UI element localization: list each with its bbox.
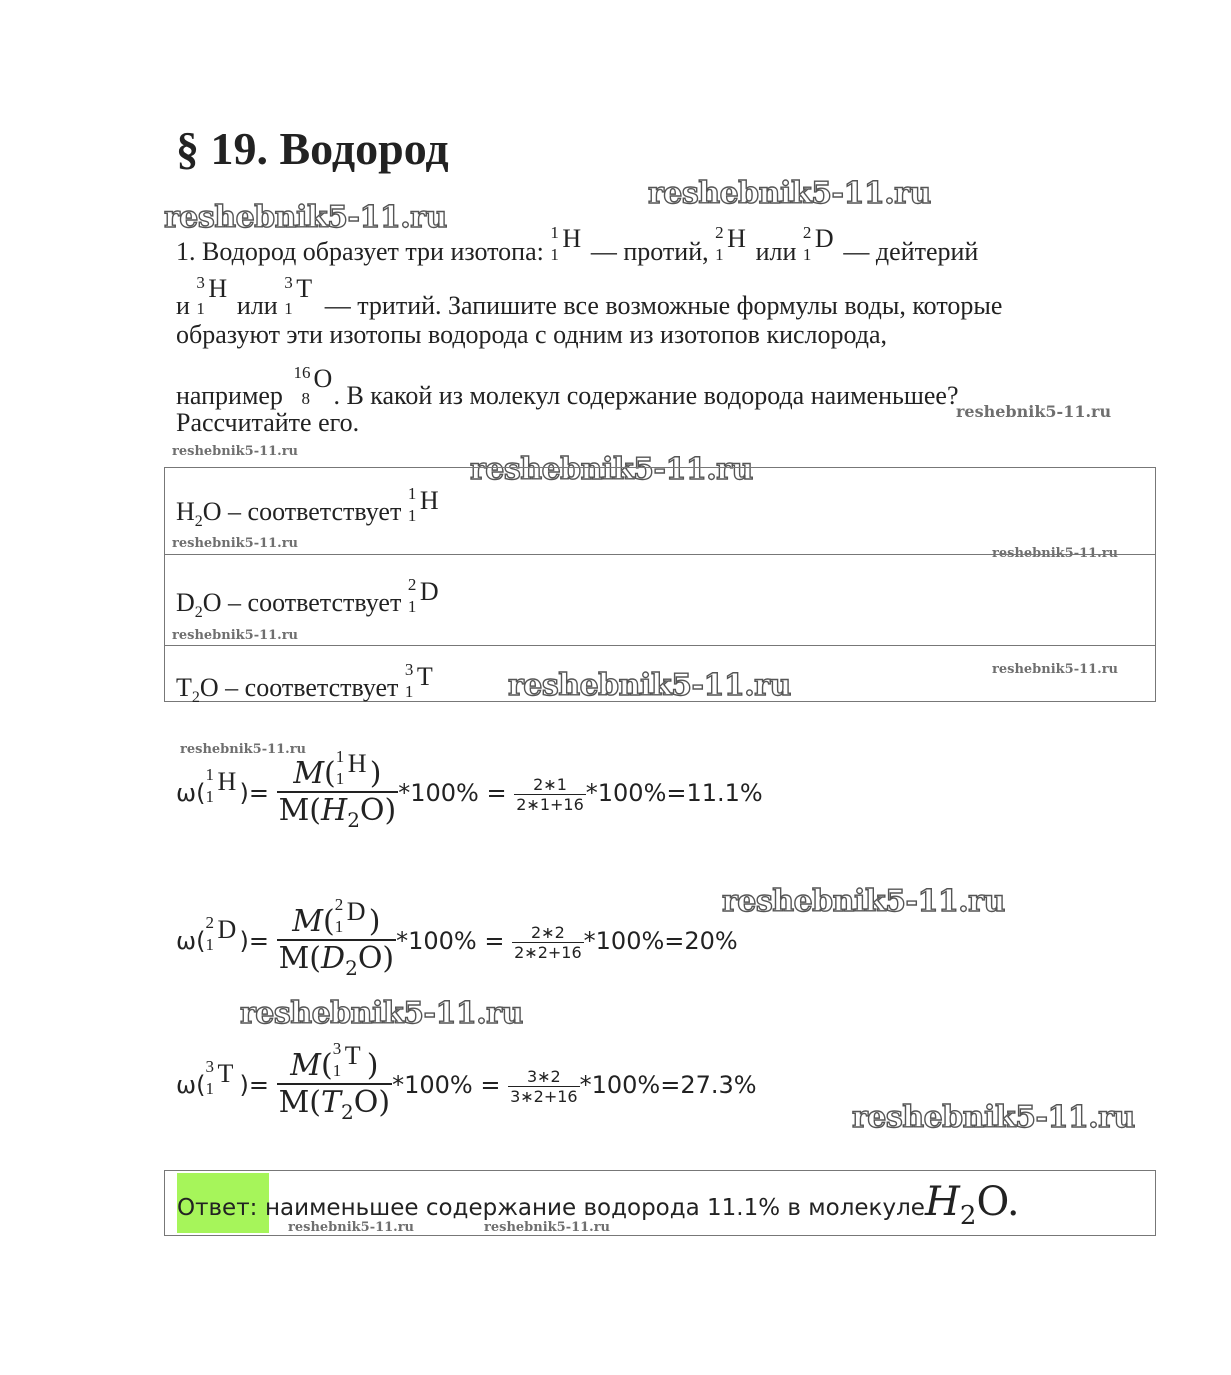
watermark: reshebnik5-11.ru xyxy=(484,1220,611,1235)
isotope-tritium-h: 3 1 H xyxy=(196,273,228,318)
problem-line-4: например 16 8 O . В какой из молекул содержание водорода наименьшее? xyxy=(176,363,959,410)
watermark: reshebnik5-11.ru xyxy=(470,452,753,487)
isotope-oxygen-16: 16 8 O xyxy=(293,363,333,408)
isotope-tritium-t: 3 1 T xyxy=(404,660,433,701)
fraction: M( 3 1 T ) $M(T_2O)$ xyxy=(278,1039,391,1124)
watermark: reshebnik5-11.ru xyxy=(172,628,299,643)
problem-line-2: и 3 1 H или 3 1 T — тритий. Запишите все возможные формулы воды, которые xyxy=(176,273,1003,320)
problem-line-1: 1. Водород образует три изотопа: 1 1 H — протий, 2 1 H или 2 1 D — дейтерий xyxy=(176,223,979,266)
fraction: $\frac{3∗2}{3∗2+16}$ xyxy=(510,1066,578,1106)
answer-label: Ответ: xyxy=(177,1195,258,1221)
watermark: reshebnik5-11.ru xyxy=(956,402,1112,421)
isotope-protium: 1 1 H xyxy=(550,223,582,264)
problem-line-5: Рассчитайте его. xyxy=(176,408,360,437)
answer-box xyxy=(164,1170,1156,1236)
answer-text: наименьшее содержание водорода 11.1% в молекуле xyxy=(265,1195,925,1221)
watermark: reshebnik5-11.ru xyxy=(164,200,447,235)
isotope-deuterium-d: 2 1 D xyxy=(407,575,439,616)
watermark: reshebnik5-11.ru xyxy=(992,546,1119,561)
formula-deuterium: ω( 2 1 D )= M( 2 1 D ) $M(D_2O)$ *100% = $\frac{2∗2}{2∗2+16}$ *100%=20% xyxy=(176,895,738,980)
watermark: reshebnik5-11.ru xyxy=(648,176,931,211)
table-row: $T_2O$ – соответствует 3 1 T xyxy=(165,646,1155,702)
table-row: $H_2O$ – соответствует 1 1 H xyxy=(165,468,1155,555)
table-row: $D_2O$ – соответствует 2 1 D xyxy=(165,555,1155,646)
fraction: M( 2 1 D ) $M(D_2O)$ xyxy=(278,895,395,980)
watermark: reshebnik5-11.ru xyxy=(508,668,791,703)
isotope-tritium-t: 3 1 T xyxy=(284,273,313,318)
isotope-deuterium-h: 2 1 H xyxy=(715,223,746,264)
fraction: $\frac{2∗2}{2∗2+16}$ xyxy=(514,922,582,962)
formula-tritium: ω( 3 1 T )= M( 3 1 T ) $M(T_2O)$ *100% = $\frac{3∗2}{3∗2+16}$ *100%=27.3% xyxy=(176,1039,757,1124)
fraction: M( 1 1 H ) $M(H_2O)$ xyxy=(278,747,397,832)
isotope-water-table xyxy=(164,467,1156,707)
watermark: reshebnik5-11.ru xyxy=(288,1220,415,1235)
watermark: reshebnik5-11.ru xyxy=(240,996,523,1031)
isotope-protium: 1 1 H xyxy=(407,484,439,525)
formula-protium: ω( 1 1 H )= M( 1 1 H ) $M(H_2O)$ *100% = $\frac{2∗1}{2∗1+16}$ *100%=11.1% xyxy=(176,747,763,832)
watermark: reshebnik5-11.ru xyxy=(992,662,1119,677)
problem-line-3: образуют эти изотопы водорода с одним из изотопов кислорода, xyxy=(176,320,888,349)
fraction: $\frac{2∗1}{2∗1+16}$ xyxy=(516,774,584,814)
watermark: reshebnik5-11.ru xyxy=(722,884,1005,919)
watermark: reshebnik5-11.ru xyxy=(172,536,299,551)
page-title: § 19. Водород xyxy=(176,123,449,174)
watermark: reshebnik5-11.ru xyxy=(852,1100,1135,1135)
isotope-deuterium-d: 2 1 D xyxy=(802,223,834,264)
watermark: reshebnik5-11.ru xyxy=(172,444,299,459)
answer-formula: $H_2O$. xyxy=(925,1179,1020,1231)
watermark: reshebnik5-11.ru xyxy=(180,742,307,757)
